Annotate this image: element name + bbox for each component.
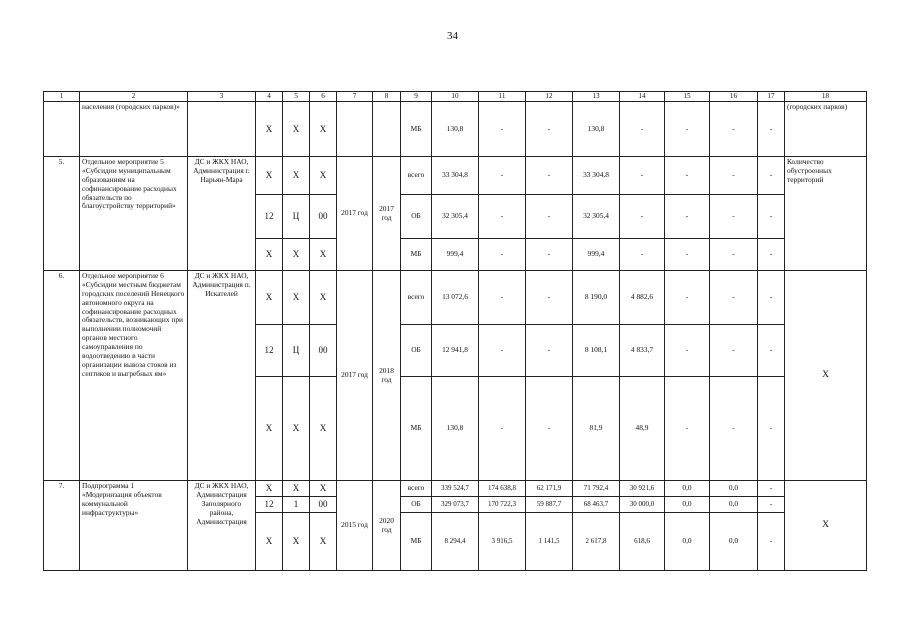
col-header: 8 xyxy=(373,92,401,102)
value-cell: - xyxy=(479,325,526,377)
code-cell: 12 xyxy=(256,325,283,377)
value-cell: - xyxy=(526,195,573,239)
code-cell: 12 xyxy=(256,195,283,239)
code-cell: 12 xyxy=(256,497,283,513)
value-cell: - xyxy=(758,497,785,513)
value-cell: 130,8 xyxy=(432,377,479,481)
value-cell: - xyxy=(620,239,665,271)
value-cell: 4 882,6 xyxy=(620,271,665,325)
value-cell: 59 887,7 xyxy=(526,497,573,513)
funding-source-cell: всего xyxy=(401,271,432,325)
value-cell: - xyxy=(758,481,785,497)
value-cell: 32 305,4 xyxy=(432,195,479,239)
value-cell: - xyxy=(758,325,785,377)
funding-source-cell: ОБ xyxy=(401,325,432,377)
value-cell: - xyxy=(758,271,785,325)
code-cell: Х xyxy=(256,239,283,271)
value-cell: - xyxy=(526,325,573,377)
col-header: 4 xyxy=(256,92,283,102)
value-cell: - xyxy=(665,239,710,271)
col-header: 2 xyxy=(80,92,188,102)
col-header: 17 xyxy=(758,92,785,102)
value-cell: - xyxy=(665,157,710,195)
value-cell: 4 833,7 xyxy=(620,325,665,377)
col-header: 13 xyxy=(573,92,620,102)
value-cell: - xyxy=(665,195,710,239)
measure-name-cell: Отдельное мероприятие 6 «Субсидии местным бюджетам городских поселений Ненецкого автономного округа на софинансирование расходных обязательств, возникающих при выполнении полномочий органов местного самоуправления по водоотведению в части организации вывоза стоков из септиков и выгребных ям» xyxy=(80,271,188,481)
value-cell: - xyxy=(758,157,785,195)
result-cell: Количество обустроенных территорий xyxy=(785,157,867,271)
code-cell: 00 xyxy=(310,325,337,377)
executor-cell: ДС и ЖКХ НАО, Администрация г. Нарьян-Мара xyxy=(188,157,256,271)
value-cell: 68 463,7 xyxy=(573,497,620,513)
value-cell: 81,9 xyxy=(573,377,620,481)
end-year-cell: 2020 год xyxy=(373,481,401,571)
value-cell: 0,0 xyxy=(665,481,710,497)
value-cell: - xyxy=(710,195,758,239)
value-cell: 0,0 xyxy=(710,481,758,497)
page-number: 34 xyxy=(447,30,458,42)
end-year-cell: 2018 год xyxy=(373,271,401,481)
col-header: 16 xyxy=(710,92,758,102)
value-cell: - xyxy=(620,102,665,157)
code-cell: Х xyxy=(310,481,337,497)
value-cell: 130,8 xyxy=(432,102,479,157)
value-cell: 3 916,5 xyxy=(479,513,526,571)
value-cell: - xyxy=(710,102,758,157)
value-cell: 2 617,8 xyxy=(573,513,620,571)
code-cell: Х xyxy=(256,271,283,325)
code-cell: Х xyxy=(310,239,337,271)
value-cell: - xyxy=(526,157,573,195)
funding-source-cell: МБ xyxy=(401,513,432,571)
value-cell: 33 304,8 xyxy=(573,157,620,195)
value-cell: - xyxy=(479,157,526,195)
value-cell: - xyxy=(710,239,758,271)
code-cell: Х xyxy=(283,239,310,271)
code-cell: Х xyxy=(310,157,337,195)
row-number-cell: 6. xyxy=(44,271,80,481)
value-cell: - xyxy=(620,195,665,239)
value-cell: 0,0 xyxy=(710,513,758,571)
code-cell: Х xyxy=(310,102,337,157)
col-header: 15 xyxy=(665,92,710,102)
value-cell: - xyxy=(758,513,785,571)
funding-source-cell: МБ xyxy=(401,377,432,481)
start-year-cell xyxy=(337,102,373,157)
value-cell: 999,4 xyxy=(573,239,620,271)
value-cell: 32 305,4 xyxy=(573,195,620,239)
code-cell: 00 xyxy=(310,497,337,513)
code-cell: 00 xyxy=(310,195,337,239)
value-cell: 0,0 xyxy=(665,513,710,571)
table-row xyxy=(44,102,867,157)
funding-source-cell: всего xyxy=(401,481,432,497)
value-cell: - xyxy=(710,325,758,377)
table-row xyxy=(44,271,867,325)
col-header: 12 xyxy=(526,92,573,102)
col-header: 9 xyxy=(401,92,432,102)
value-cell: - xyxy=(665,377,710,481)
value-cell: - xyxy=(526,377,573,481)
value-cell: 0,0 xyxy=(665,497,710,513)
code-cell: Х xyxy=(256,481,283,497)
value-cell: 0,0 xyxy=(710,497,758,513)
code-cell: Ц xyxy=(283,195,310,239)
value-cell: 1 141,5 xyxy=(526,513,573,571)
value-cell: - xyxy=(665,325,710,377)
end-year-cell xyxy=(373,102,401,157)
start-year-cell: 2017 год xyxy=(337,271,373,481)
executor-cell: ДС и ЖКХ НАО, Администрация Заполярного района, Администрация xyxy=(188,481,256,571)
value-cell: 71 792,4 xyxy=(573,481,620,497)
end-year-cell: 2017 год xyxy=(373,157,401,271)
start-year-cell: 2015 год xyxy=(337,481,373,571)
value-cell: 8 294,4 xyxy=(432,513,479,571)
column-number-row xyxy=(44,92,867,102)
value-cell: - xyxy=(526,102,573,157)
col-header: 14 xyxy=(620,92,665,102)
funding-source-cell: МБ xyxy=(401,239,432,271)
value-cell: - xyxy=(479,239,526,271)
value-cell: - xyxy=(526,271,573,325)
code-cell: Х xyxy=(283,481,310,497)
funding-source-cell: ОБ xyxy=(401,195,432,239)
row-number-cell: 5. xyxy=(44,157,80,271)
value-cell: 12 941,8 xyxy=(432,325,479,377)
col-header: 10 xyxy=(432,92,479,102)
value-cell: 999,4 xyxy=(432,239,479,271)
code-cell: Х xyxy=(283,271,310,325)
funding-source-cell: всего xyxy=(401,157,432,195)
value-cell: - xyxy=(710,157,758,195)
executor-cell xyxy=(188,102,256,157)
funding-source-cell: ОБ xyxy=(401,497,432,513)
measure-name-cell: Подпрограмма 1 «Модернизация объектов коммунальной инфраструктуры» xyxy=(80,481,188,571)
funding-source-cell: МБ xyxy=(401,102,432,157)
value-cell: - xyxy=(758,195,785,239)
value-cell: - xyxy=(665,102,710,157)
col-header: 18 xyxy=(785,92,867,102)
col-header: 1 xyxy=(44,92,80,102)
row-number-cell xyxy=(44,102,80,157)
value-cell: - xyxy=(710,377,758,481)
result-cell: Х xyxy=(785,271,867,481)
code-cell: 1 xyxy=(283,497,310,513)
value-cell: 339 524,7 xyxy=(432,481,479,497)
value-cell: - xyxy=(758,102,785,157)
value-cell: 329 073,7 xyxy=(432,497,479,513)
code-cell: Х xyxy=(283,377,310,481)
col-header: 6 xyxy=(310,92,337,102)
value-cell: 8 108,1 xyxy=(573,325,620,377)
executor-cell: ДС и ЖКХ НАО, Администрация п. Искателей xyxy=(188,271,256,481)
value-cell: - xyxy=(526,239,573,271)
value-cell: 62 171,9 xyxy=(526,481,573,497)
code-cell: Х xyxy=(310,377,337,481)
code-cell: Х xyxy=(310,271,337,325)
value-cell: 8 190,0 xyxy=(573,271,620,325)
value-cell: - xyxy=(479,377,526,481)
col-header: 7 xyxy=(337,92,373,102)
measure-name-cell: населения (городских парков)» xyxy=(80,102,188,157)
start-year-cell: 2017 год xyxy=(337,157,373,271)
result-cell: Х xyxy=(785,481,867,571)
code-cell: Ц xyxy=(283,325,310,377)
value-cell: 33 304,8 xyxy=(432,157,479,195)
table-row xyxy=(44,481,867,497)
code-cell: Х xyxy=(256,513,283,571)
col-header: 11 xyxy=(479,92,526,102)
result-cell: (городских парков) xyxy=(785,102,867,157)
code-cell: Х xyxy=(256,157,283,195)
table-row xyxy=(44,157,867,195)
code-cell: Х xyxy=(256,377,283,481)
code-cell: Х xyxy=(283,157,310,195)
value-cell: - xyxy=(758,377,785,481)
value-cell: - xyxy=(620,157,665,195)
value-cell: 170 722,3 xyxy=(479,497,526,513)
value-cell: - xyxy=(479,102,526,157)
code-cell: Х xyxy=(256,102,283,157)
value-cell: - xyxy=(665,271,710,325)
value-cell: 30 921,6 xyxy=(620,481,665,497)
value-cell: 174 638,8 xyxy=(479,481,526,497)
value-cell: 130,8 xyxy=(573,102,620,157)
value-cell: 30 000,0 xyxy=(620,497,665,513)
value-cell: 48,9 xyxy=(620,377,665,481)
measure-name-cell: Отдельное мероприятие 5 «Субсидии муниципальным образованиям на софинансирование расходных обязательств по благоустройству территорий» xyxy=(80,157,188,271)
value-cell: 13 072,6 xyxy=(432,271,479,325)
value-cell: 618,6 xyxy=(620,513,665,571)
program-table xyxy=(43,91,867,571)
code-cell: Х xyxy=(310,513,337,571)
value-cell: - xyxy=(479,195,526,239)
col-header: 3 xyxy=(188,92,256,102)
row-number-cell: 7. xyxy=(44,481,80,571)
value-cell: - xyxy=(710,271,758,325)
code-cell: Х xyxy=(283,513,310,571)
col-header: 5 xyxy=(283,92,310,102)
value-cell: - xyxy=(479,271,526,325)
code-cell: Х xyxy=(283,102,310,157)
value-cell: - xyxy=(758,239,785,271)
